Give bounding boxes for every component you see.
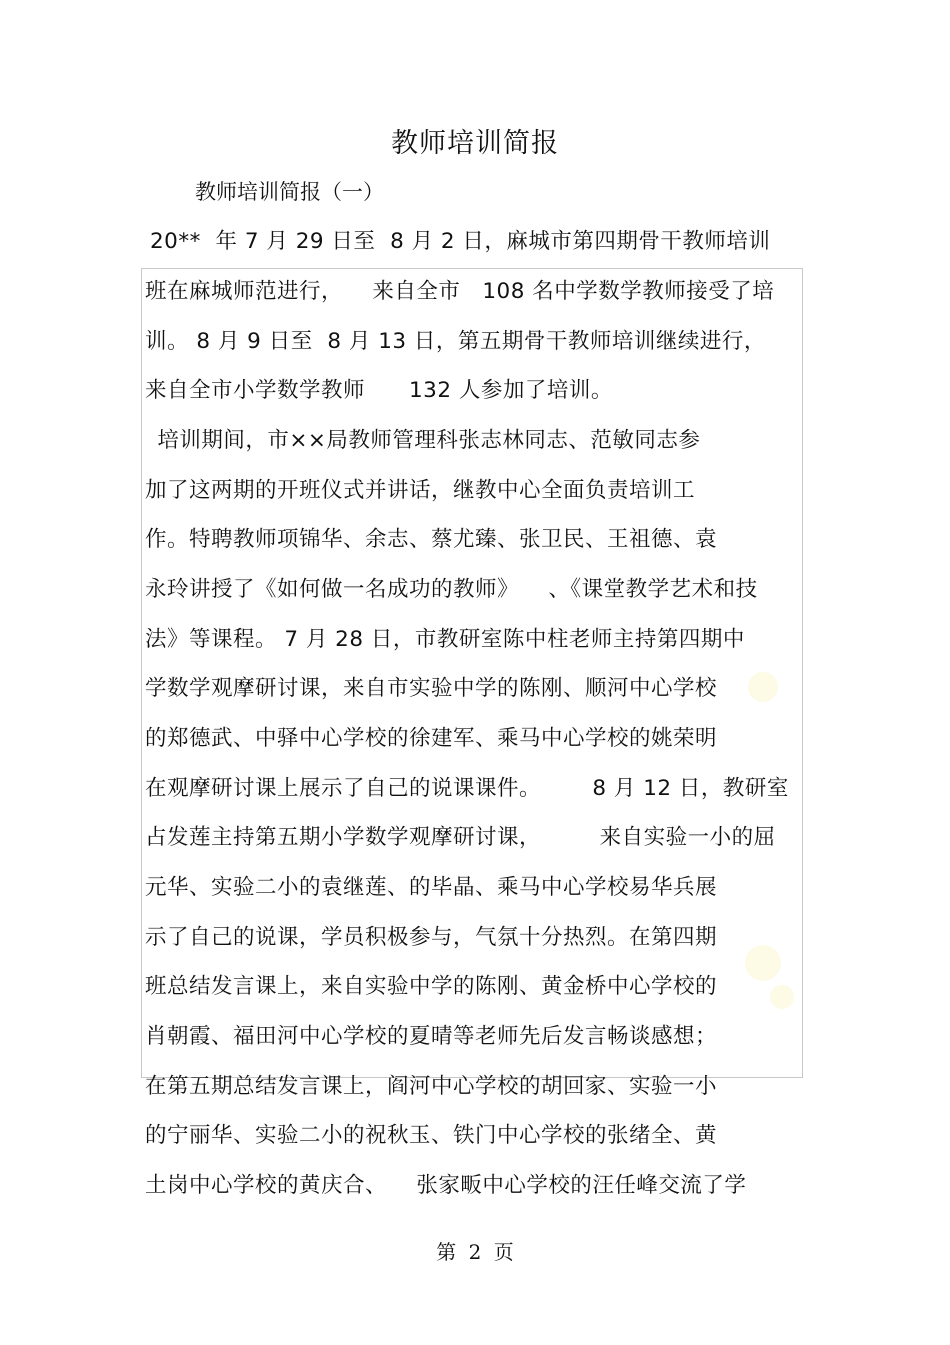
body-line: 加了这两期的开班仪式并讲话，继教中心全面负责培训工 — [145, 478, 696, 503]
body-line: 示了自己的说课，学员积极参与，气氛十分热烈。在第四期 — [145, 925, 718, 950]
paper-smudge — [770, 985, 794, 1009]
body-line: 学数学观摩研讨课，来自市实验中学的陈刚、顺河中心学校 — [145, 676, 718, 701]
body-line: 培训期间，市××局教师管理科张志林同志、范敏同志参 — [150, 428, 701, 453]
body-line: 元华、实验二小的袁继莲、的毕晶、乘马中心学校易华兵展 — [145, 875, 718, 900]
body-line: 在第五期总结发言课上，阎河中心学校的胡回家、实验一小 — [145, 1074, 718, 1099]
paper-smudge — [748, 672, 778, 702]
document-title: 教师培训简报 — [391, 128, 559, 159]
body-line: 在观摩研讨课上展示了自己的说课课件。 8 月 12 日，教研室 — [145, 776, 789, 801]
body-line: 的宁丽华、实验二小的祝秋玉、铁门中心学校的张绪全、黄 — [145, 1123, 718, 1148]
body-line: 土岗中心学校的黄庆合、 张家畈中心学校的汪任峰交流了学 — [145, 1173, 747, 1198]
body-line: 来自全市小学数学教师 132 人参加了培训。 — [145, 378, 613, 403]
body-line: 的郑德武、中驿中心学校的徐建军、乘马中心学校的姚荣明 — [145, 726, 718, 751]
document-subtitle: 教师培训简报（一） — [195, 180, 384, 204]
body-line: 班总结发言课上，来自实验中学的陈刚、黄金桥中心学校的 — [145, 974, 718, 999]
body-line: 训。 8 月 9 日至 8 月 13 日，第五期骨干教师培训继续进行， — [145, 329, 766, 354]
body-line: 20** 年 7 月 29 日至 8 月 2 日，麻城市第四期骨干教师培训 — [150, 229, 771, 254]
body-line: 占发莲主持第五期小学数学观摩研讨课， 来自实验一小的屈 — [145, 825, 776, 850]
body-line: 作。特聘教师项锦华、余志、蔡尤臻、张卫民、王祖德、袁 — [145, 527, 718, 552]
body-line: 班在麻城师范进行， 来自全市 108 名中学数学教师接受了培 — [145, 279, 775, 304]
body-line: 法》等课程。 7 月 28 日，市教研室陈中柱老师主持第四期中 — [145, 627, 745, 652]
body-line: 永玲讲授了《如何做一名成功的教师》 、《课堂教学艺术和技 — [145, 577, 758, 602]
page-number: 第 2 页 — [436, 1240, 514, 1264]
body-line: 肖朝霞、福田河中心学校的夏晴等老师先后发言畅谈感想； — [145, 1024, 718, 1049]
paper-smudge — [745, 945, 781, 981]
